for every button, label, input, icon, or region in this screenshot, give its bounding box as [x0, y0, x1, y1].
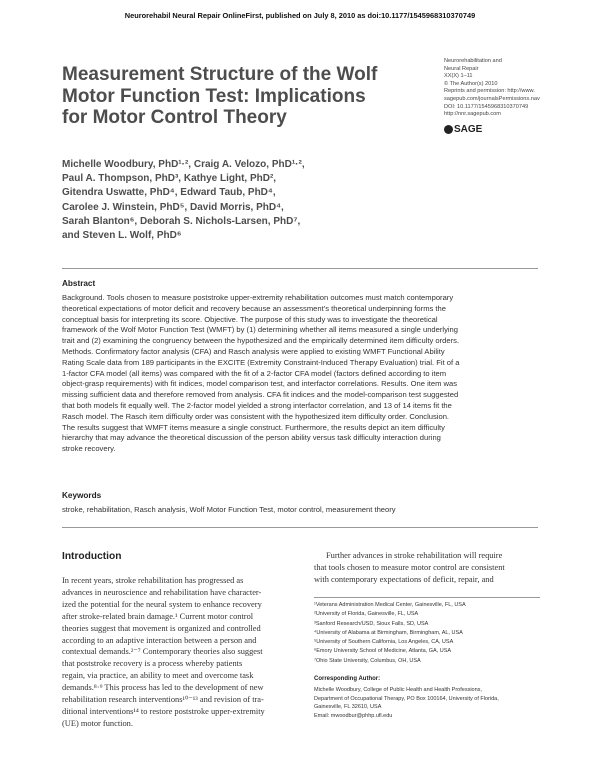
body-line: with contemporary expectations of deficit, repair, and [314, 574, 494, 584]
affiliation-line: ⁴University of Alabama at Birmingham, Birmingham, AL, USA [314, 629, 463, 636]
divider [62, 527, 538, 528]
abstract-line: stroke recovery. [62, 444, 116, 454]
abstract-line: theoretical expectations of motor deficit and recovery because an assessment’s theoretical underpinning forms the [62, 303, 446, 313]
sage-mark-icon [444, 125, 453, 134]
body-line: In recent years, stroke rehabilitation has progressed as [62, 576, 244, 585]
body-line: demands.⁸·⁹ This process has led to the development of new [62, 683, 264, 693]
introduction-left-column [62, 575, 298, 730]
body-line: that tools chosen to measure motor control are consistent [314, 562, 505, 572]
journal-info-line: © The Author(s) 2010 [444, 80, 498, 87]
body-line: regain, via practice, an ability to meet and overcome task [62, 671, 254, 681]
abstract-line: framework of the Wolf Motor Function Test (WMFT) by (1) determining whether all items measured a single underlying [62, 325, 459, 335]
abstract-line: 1-factor CFA model (all items) was compared with the fit of a 2-factor CFA model (factors defined according to item [62, 368, 447, 378]
running-header: Neurorehabil Neural Repair OnlineFirst, published on July 8, 2010 as doi:10.1177/1545968310370749 [124, 11, 476, 20]
body-line: according to an adaptive interaction between a person and [62, 635, 257, 645]
body-line: rehabilitation research interventions¹⁰⁻¹³ and revision of tra- [62, 695, 264, 705]
article-title [62, 64, 392, 129]
affiliation-line: ⁵University of Southern California, Los Angeles, CA, USA [314, 639, 454, 646]
journal-info-line: Neural Repair [444, 65, 479, 72]
abstract-line: object-grasp requirements) with fit indices, model comparison test, and interfactor correlations. Results. One item was [62, 379, 458, 389]
corresponding-author [314, 686, 540, 720]
journal-info-line: Neurorehabilitation and [444, 58, 502, 64]
introduction-right-column [314, 550, 540, 586]
journal-info-line: Reprints and permission: http://www. [444, 88, 535, 95]
corresponding-author-heading: Corresponding Author: [314, 676, 381, 682]
author-list [62, 158, 392, 243]
abstract-line: that both models fit equally well. The 2-factor model yielded a strong interfactor correlation, and 13 of 14 items fit the [62, 400, 452, 410]
footnote-divider [314, 597, 540, 598]
author-line: Michelle Woodbury, PhD¹·², Craig A. Velozo, PhD¹·², [62, 159, 305, 170]
body-line: contextual demands.²⁻⁷ Contemporary theories also suggest [62, 647, 263, 657]
abstract-line: trait and (2) examining the congruency between the hypothesized and the empirically determined item difficulty orders. [62, 336, 460, 346]
author-line: Gitendra Uswatte, PhD⁴, Edward Taub, PhD⁴, [62, 187, 276, 199]
keywords-text: stroke, rehabilitation, Rasch analysis, Wolf Motor Function Test, motor control, measurement theory [62, 505, 396, 514]
journal-info-line: sagepub.com/journalsPermissions.nav [444, 95, 540, 102]
introduction-heading: Introduction [62, 551, 122, 562]
sage-logo [444, 124, 482, 135]
affiliation-line: ³Sanford Research/USD, Sioux Falls, SD, USA [314, 620, 429, 627]
correspondence-line: Michelle Woodbury, College of Public Health and Health Professions, [314, 687, 482, 693]
abstract-line: conceptual basis for interpreting its score. Objective. The purpose of this study was to investigate the theoretical [62, 314, 438, 324]
affiliation-line: ⁷Ohio State University, Columbus, OH, USA [314, 657, 421, 664]
affiliation-line: ⁶Emory University School of Medicine, Atlanta, GA, USA [314, 648, 452, 655]
journal-info-line: DOI: 10.1177/1545968310370749 [444, 103, 529, 110]
title-line: Motor Function Test: Implications [62, 85, 366, 107]
body-line: after stroke-related brain damage.¹ Current motor control [62, 611, 254, 621]
abstract-line: Rasch model. The Rasch item difficulty order was consistent with the hypothesized item difficulty order. Conclusion. [62, 411, 450, 421]
author-line: Paul A. Thompson, PhD³, Kathye Light, PhD², [62, 173, 277, 185]
abstract-line: missing sufficient data and therefore removed from analysis. CFA fit indices and the model-comparison test suggested [62, 390, 459, 400]
abstract-body [62, 293, 540, 455]
journal-info [444, 58, 584, 119]
abstract-line: The results suggest that WMFT items measure a single construct. Furthermore, the results depict an item difficulty [62, 422, 445, 432]
journal-info-line: http://nnr.sagepub.com [444, 111, 501, 118]
body-line: ditional interventions¹⁴ to restore poststroke upper-extremity [62, 706, 265, 716]
author-line: Sarah Blanton⁶, Deborah S. Nichols-Larsen, PhD⁷, [62, 215, 301, 227]
title-line: for Motor Control Theory [62, 107, 287, 128]
correspondence-line: Gainesville, FL 32610, USA [314, 704, 382, 711]
correspondence-line: Department of Occupational Therapy, PO Box 100164, University of Florida, [314, 695, 499, 702]
divider [62, 268, 538, 269]
abstract-line: hierarchy that may advance the theoretical discussion of the person ability versus task difficulty interaction during [62, 433, 441, 443]
correspondence-email[interactable]: Email: mwoodbur@phhp.ufl.edu [314, 712, 393, 719]
affiliation-line: ²University of Florida, Gainesville, FL, USA [314, 611, 419, 618]
body-line: that poststroke recovery is a process whereby patients [62, 659, 243, 669]
abstract-line: Methods. Confirmatory factor analysis (CFA) and Rasch analysis were applied to existing WMFT Functional Ability [62, 346, 445, 356]
body-line: theories suggest that movement is organized and controlled [62, 623, 261, 633]
author-line: Carolee J. Winstein, PhD⁵, David Morris, PhD⁴, [62, 201, 284, 213]
body-line: Further advances in stroke rehabilitation will require [326, 551, 503, 560]
keywords-heading: Keywords [62, 491, 102, 500]
body-line: (UE) motor function. [62, 718, 133, 728]
affiliation-line: ¹Veterans Administration Medical Center, Gainesville, FL, USA [314, 602, 466, 608]
abstract-line: Rating Scale data from 189 participants in the EXCITE (Extremity Constraint-Induced Therapy Evaluation) trial. Fit of a [62, 357, 460, 367]
sage-logo-text: SAGE [454, 124, 483, 135]
journal-info-line: XX(X) 1–11 [444, 73, 473, 80]
title-line: Measurement Structure of the Wolf [62, 64, 378, 85]
author-line: and Steven L. Wolf, PhD⁶ [62, 230, 182, 242]
abstract-heading: Abstract [62, 279, 96, 288]
abstract-line: Background. Tools chosen to measure poststroke upper-extremity rehabilitation outcomes must match contemporary [62, 293, 454, 302]
body-line: ized the potential for the neural system to enhance recovery [62, 599, 262, 609]
body-line: advances in neuroscience and rehabilitation have character- [62, 587, 262, 597]
affiliations [314, 601, 540, 666]
